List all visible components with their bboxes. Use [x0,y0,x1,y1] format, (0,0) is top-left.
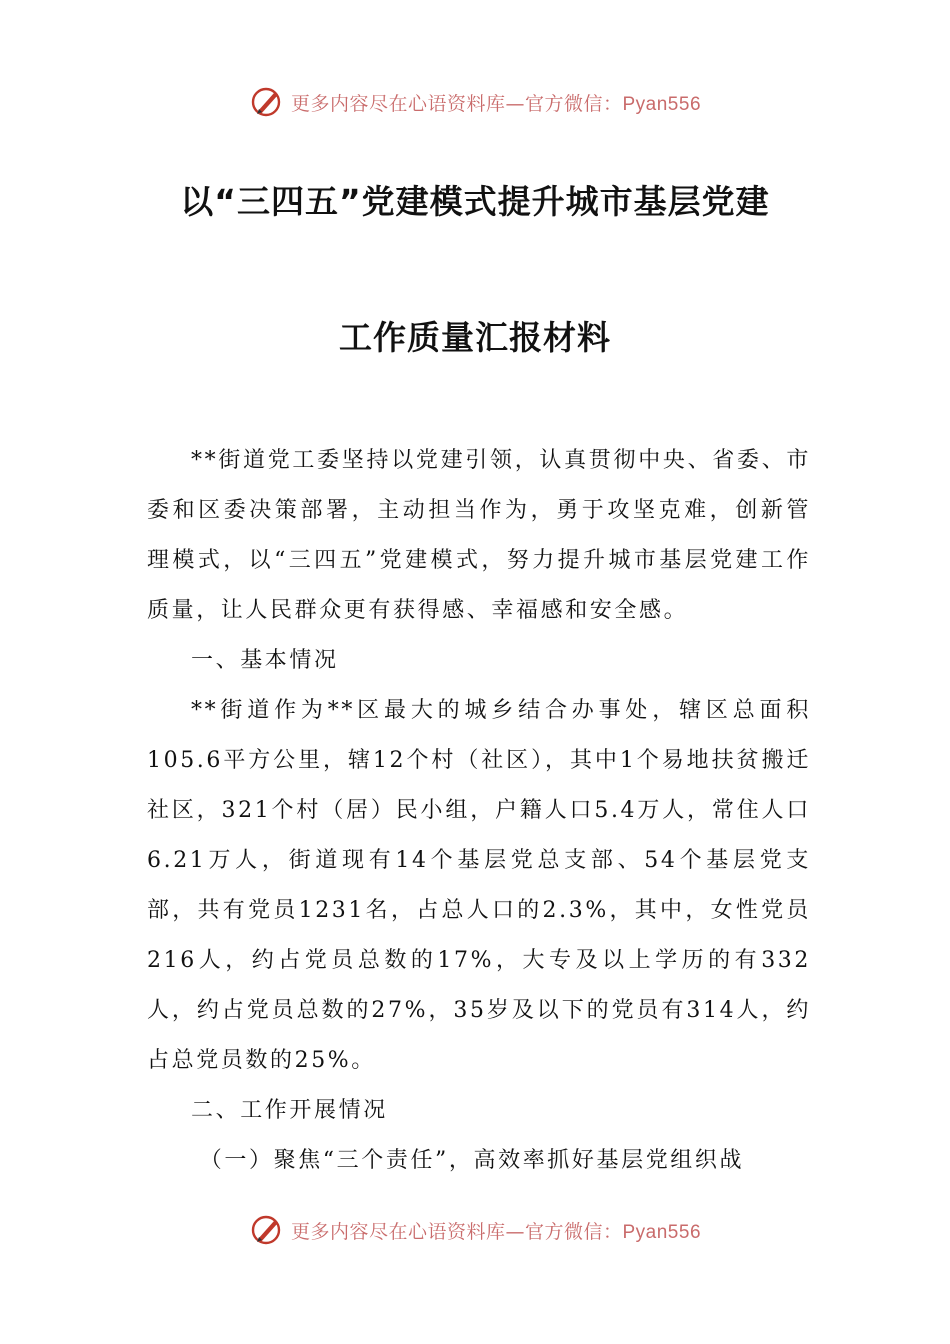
subsection-heading-1: （一）聚焦“三个责任”，高效率抓好基层党组织战 [199,1148,745,1173]
section-heading-basic: 一、基本情况 [191,648,339,673]
watermark-label: 更多内容尽在心语资料库—官方微信： [290,92,623,115]
watermark-text [291,1217,701,1244]
section-heading-work: 二、工作开展情况 [191,1098,388,1123]
basic-info-paragraph: **街道作为**区最大的城乡结合办事处，辖区总面积105.6平方公里，辖12个村（社区），其中1个易地扶贫搬迁社区，321个村（居）民小组，户籍人口5.4万人，常住人口6.21万人，街道现有14个基层党总支部、54个基层党支部，共有党员1231名，占总人口的2.3%，其中，女性党员216人，约占党员总数的17%，大专及以上学历的有332人，约占党员总数的27%，35岁及以下的党员有314人，约占总党员数的25%。 [147,698,811,1073]
pen-circle-icon [249,84,285,120]
document-body [147,436,811,1186]
wechat-id: Pyan556 [622,1221,702,1243]
watermark-banner-top [0,80,950,124]
wechat-id: Pyan556 [622,93,702,115]
watermark-banner-bottom [0,1208,950,1252]
pen-circle-icon [249,1212,285,1248]
document-title-line-2: 工作质量汇报材料 [339,318,611,357]
watermark-text [291,89,701,116]
intro-paragraph: **街道党工委坚持以党建引领，认真贯彻中央、省委、市委和区委决策部署，主动担当作为，勇于攻坚克难，创新管理模式，以“三四五”党建模式，努力提升城市基层党建工作质量，让人民群众更有获得感、幸福感和安全感。 [147,448,811,623]
watermark-label: 更多内容尽在心语资料库—官方微信： [290,1220,623,1243]
document-title-line-1: 以“三四五”党建模式提升城市基层党建 [180,182,770,221]
